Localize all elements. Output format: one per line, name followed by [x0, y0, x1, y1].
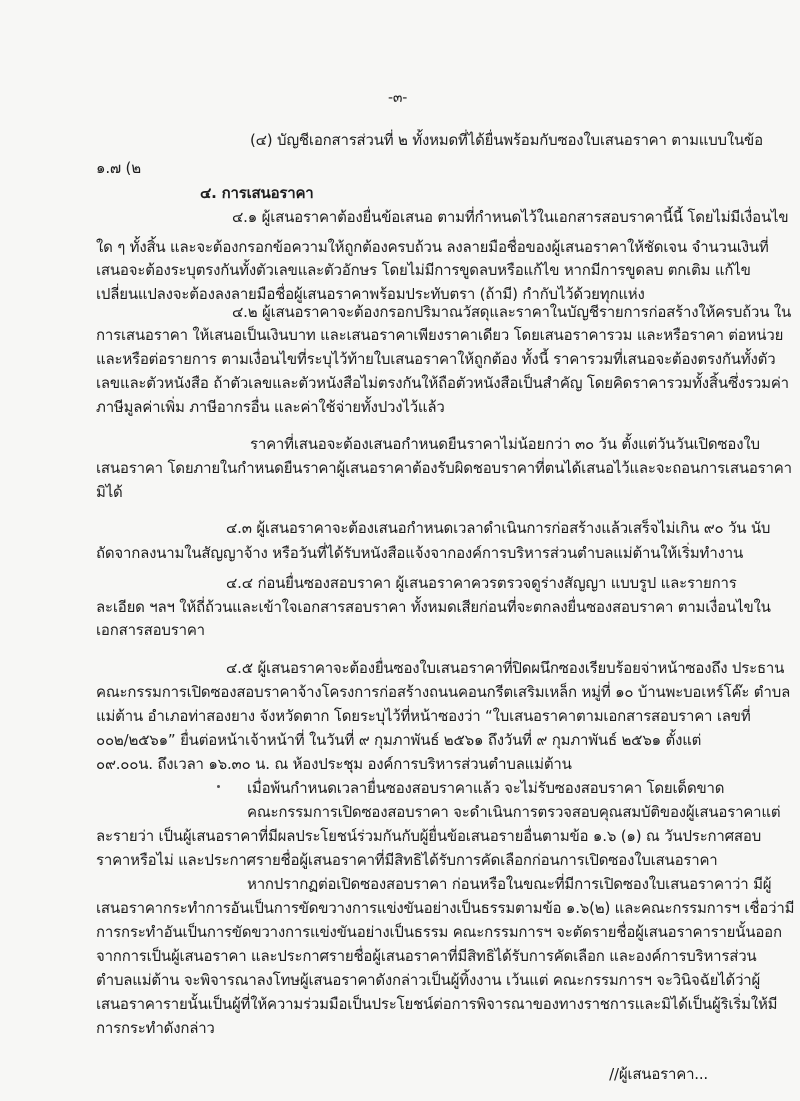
- text-line: คณะกรรมการเปิดซองสอบราคา จะดำเนินการตรวจสอบคุณสมบัติของผู้เสนอราคาแต่: [247, 803, 781, 821]
- text-line: เสนอราคารายนั้นเป็นผู้ที่ให้ความร่วมมือเป็นประโยชน์ต่อการพิจารณาของทางราชการและมิได้เป็นผู้ริเริ่มให้มี: [96, 995, 778, 1013]
- text-line: การกระทำดังกล่าว: [96, 1019, 215, 1037]
- text-line: ละเอียด ฯลฯ ให้ถี่ถ้วนและเข้าใจเอกสารสอบราคา ทั้งหมดเสียก่อนที่จะตกลงยื่นซองสอบราคา ตามเงื่อนไขใน: [96, 598, 771, 616]
- text-line: ถัดจากลงนามในสัญญาจ้าง หรือวันที่ได้รับหนังสือแจ้งจากองค์การบริหารส่วนตำบลแม่ต้านให้เริ่มทำงาน: [96, 544, 744, 562]
- text-line: เมื่อพ้นกำหนดเวลายื่นซองสอบราคาแล้ว จะไม่รับซองสอบราคา โดยเด็ดขาด: [247, 779, 725, 797]
- text-line: และหรือต่อรายการ ตามเงื่อนไขที่ระบุไว้ท้ายใบเสนอราคาให้ถูกต้อง ทั้งนี้ ราคารวมที่เสนอจะต้องตรงกันทั้งตัว: [96, 350, 776, 368]
- text-line: ละรายว่า เป็นผู้เสนอราคาที่มีผลประโยชน์ร่วมกันกับผู้ยื่นข้อเสนอรายอื่นตามข้อ ๑.๖ (๑) ณ วันประกาศสอบ: [96, 827, 762, 845]
- text-line: (๔) บัญชีเอกสารส่วนที่ ๒ ทั้งหมดที่ได้ยื่นพร้อมกับซองใบเสนอราคา ตามแบบในข้อ: [250, 131, 763, 149]
- text-line: การเสนอราคา ให้เสนอเป็นเงินบาท และเสนอราคาเพียงราคาเดียว โดยเสนอราคารวม และหรือราคา ต่อหน่วย: [96, 326, 784, 344]
- page-number: -๓-: [388, 90, 408, 106]
- text-line: คณะกรรมการเปิดซองสอบราคาจ้างโครงการก่อสร้างถนนคอนกรีตเสริมเหล็ก หมู่ที่ ๑๐ บ้านพะบอเหร์โค๊ะ ตำบล: [96, 683, 791, 701]
- text-line: เสนอราคากระทำการอันเป็นการขัดขวางการแข่งขันอย่างเป็นธรรมตามข้อ ๑.๖(๒) และคณะกรรมการฯ เชื่อว่ามี: [96, 899, 795, 917]
- text-line: ๑.๗ (๒: [96, 159, 141, 177]
- text-line: ภาษีมูลค่าเพิ่ม ภาษีอากรอื่น และค่าใช้จ่ายทั้งปวงไว้แล้ว: [96, 398, 445, 416]
- text-line: ๔.๕ ผู้เสนอราคาจะต้องยื่นซองใบเสนอราคาที่ปิดผนึกซองเรียบร้อยจ่าหน้าซองถึง ประธาน: [226, 659, 785, 677]
- text-line: หากปรากฏต่อเปิดซองสอบราคา ก่อนหรือในขณะที่มีการเปิดซองใบเสนอราคาว่า มีผู้: [247, 875, 772, 893]
- continuation-note: //ผู้เสนอราคา...: [609, 1065, 708, 1083]
- text-line: มิได้: [96, 483, 123, 501]
- text-line: ราคาที่เสนอจะต้องเสนอกำหนดยืนราคาไม่น้อยกว่า ๓๐ วัน ตั้งแต่วันวันเปิดซองใบ: [250, 435, 760, 453]
- text-line: เสนอจะต้องระบุตรงกันทั้งตัวเลขและตัวอักษร โดยไม่มีการขูดลบหรือแก้ไข หากมีการขูดลบ ตกเติม แก้ไข: [96, 261, 751, 279]
- text-line: ๐๐๒/๒๕๖๑” ยื่นต่อหน้าเจ้าหน้าที่ ในวันที่ ๙ กุมภาพันธ์ ๒๕๖๑ ถึงวันที่ ๙ กุมภาพันธ์ ๒๕๖๑ ตั้งแต่: [96, 731, 702, 749]
- text-line: การกระทำอันเป็นการขัดขวางการแข่งขันอย่างเป็นธรรม คณะกรรมการฯ จะตัดรายชื่อผู้เสนอราคารายนั้นออก: [96, 923, 782, 941]
- text-line: เปลี่ยนแปลงจะต้องลงลายมือชื่อผู้เสนอราคาพร้อมประทับตรา (ถ้ามี) กำกับไว้ด้วยทุกแห่ง: [96, 285, 645, 303]
- text-line: ๔.๓ ผู้เสนอราคาจะต้องเสนอกำหนดเวลาดำเนินการก่อสร้างแล้วเสร็จไม่เกิน ๙๐ วัน นับ: [226, 519, 771, 537]
- text-line: แม่ต้าน อำเภอท่าสองยาง จังหวัดตาก โดยระบุไว้ที่หน้าซองว่า “ใบเสนอราคาตามเอกสารสอบราคา เลขที่: [96, 707, 751, 725]
- section-heading: ๔. การเสนอราคา: [200, 184, 314, 202]
- text-line: จากการเป็นผู้เสนอราคา และประกาศรายชื่อผู้เสนอราคาที่มีสิทธิได้รับการคัดเลือก และองค์การบริหารส่วน: [96, 947, 757, 965]
- text-line: ๐๙.๐๐น. ถึงเวลา ๑๖.๓๐ น. ณ ห้องประชุม องค์การบริหารส่วนตำบลแม่ต้าน: [96, 755, 572, 773]
- stray-mark: [217, 785, 220, 788]
- text-line: ๔.๔ ก่อนยื่นซองสอบราคา ผู้เสนอราคาควรตรวจดูร่างสัญญา แบบรูป และรายการ: [226, 574, 737, 592]
- text-line: ใด ๆ ทั้งสิ้น และจะต้องกรอกข้อความให้ถูกต้องครบถ้วน ลงลายมือชื่อของผู้เสนอราคาให้ชัดเจน จำนวนเงินที่: [96, 238, 769, 256]
- text-line: เลขและตัวหนังสือ ถ้าตัวเลขและตัวหนังสือไม่ตรงกันให้ถือตัวหนังสือเป็นสำคัญ โดยคิดราคารวมทั้งสิ้นซึ่งรวมค่า: [96, 374, 789, 392]
- text-line: ตำบลแม่ต้าน จะพิจารณาลงโทษผู้เสนอราคาดังกล่าวเป็นผู้ทิ้งงาน เว้นแต่ คณะกรรมการฯ จะวินิจฉัยได้ว่าผู้: [96, 971, 761, 989]
- text-line: ราคาหรือไม่ และประกาศรายชื่อผู้เสนอราคาที่มีสิทธิได้รับการคัดเลือกก่อนการเปิดซองใบเสนอราคา: [96, 851, 718, 869]
- text-line: ๔.๒ ผู้เสนอราคาจะต้องกรอกปริมาณวัสดุและราคาในบัญชีรายการก่อสร้างให้ครบถ้วน ใน: [232, 303, 792, 321]
- text-line: ๔.๑ ผู้เสนอราคาต้องยื่นข้อเสนอ ตามที่กำหนดไว้ในเอกสารสอบราคานี้นี้ โดยไม่มีเงื่อนไข: [232, 208, 789, 226]
- text-line: เอกสารสอบราคา: [96, 621, 205, 639]
- text-line: เสนอราคา โดยภายในกำหนดยืนราคาผู้เสนอราคาต้องรับผิดชอบราคาที่ตนได้เสนอไว้และจะถอนการเสนอราคา: [96, 459, 792, 477]
